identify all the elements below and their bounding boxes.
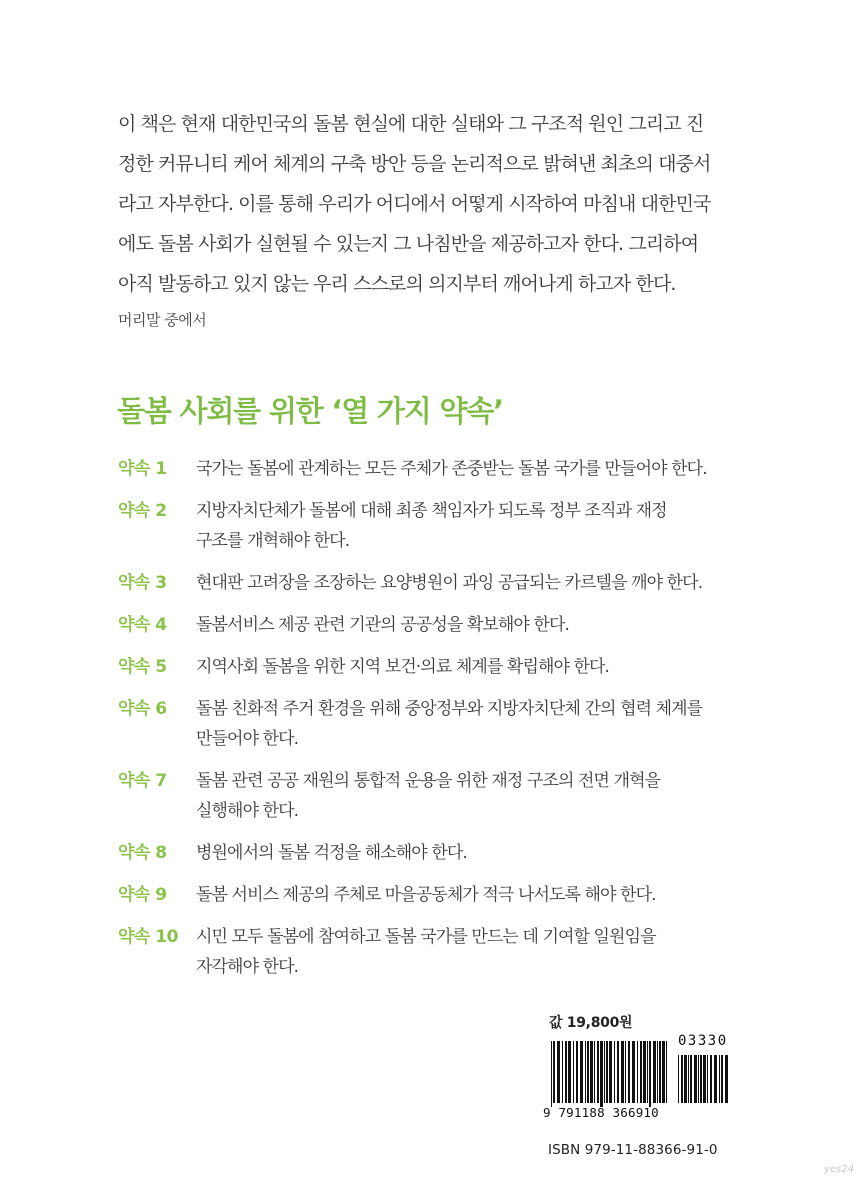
barcode-bar <box>614 1041 615 1103</box>
price-label: 값 19,800원 <box>549 1015 633 1031</box>
barcode-bar <box>568 1041 571 1103</box>
barcode-bar <box>576 1041 578 1103</box>
barcode-bar <box>681 1055 683 1103</box>
barcode-bar <box>594 1041 595 1103</box>
barcode-bar <box>587 1041 589 1103</box>
barcode-bar <box>609 1041 612 1103</box>
promise-item <box>118 496 758 556</box>
intro-line: 정한 커뮤니티 케어 체계의 구축 방안 등을 논리적으로 밝혀낸 최초의 대중서 <box>118 153 711 175</box>
barcode-addon-digits: 03330 <box>678 1033 728 1049</box>
barcode-bar <box>694 1055 697 1103</box>
barcode-bar <box>617 1041 619 1103</box>
promise-text <box>196 766 758 826</box>
barcode-bar <box>725 1055 728 1103</box>
barcode-bar <box>606 1041 608 1103</box>
promise-line: 국가는 돌봄에 관계하는 모든 주체가 존중받는 돌봄 국가를 만들어야 한다. <box>196 459 707 479</box>
barcode-bar <box>580 1041 583 1103</box>
barcode-ean-digits: 9 791188 366910 <box>543 1105 659 1120</box>
promise-item <box>118 454 758 484</box>
promise-item <box>118 694 758 754</box>
promise-line: 지방자치단체가 돌봄에 대해 최종 책임자가 되도록 정부 조직과 재정 <box>196 501 667 521</box>
barcode-bar <box>657 1041 658 1103</box>
barcode-bar <box>703 1055 706 1103</box>
promise-label: 약속 4 <box>118 615 167 635</box>
promise-line: 현대판 고려장을 조장하는 요양병원이 과잉 공급되는 카르텔을 깨야 한다. <box>196 573 703 593</box>
addon-barcode-bars <box>678 1055 730 1107</box>
promise-label: 약속 8 <box>118 843 167 863</box>
barcode-bar <box>553 1041 555 1103</box>
barcode-bar <box>600 1041 603 1107</box>
intro-quote <box>118 104 740 304</box>
barcode-bar <box>590 1041 593 1103</box>
promise-item <box>118 766 758 826</box>
promise-item <box>118 568 758 598</box>
section-title: 돌봄 사회를 위한 ‘열 가지 약속’ <box>117 394 503 428</box>
intro-line: 에도 돌봄 사회가 실현될 수 있는지 그 나침반을 제공하고자 한다. 그리하여 <box>118 233 699 255</box>
promise-line: 병원에서의 돌봄 걱정을 해소해야 한다. <box>196 843 467 863</box>
promise-label: 약속 9 <box>118 885 167 905</box>
promise-label: 약속 1 <box>118 459 167 479</box>
promise-item <box>118 922 758 982</box>
barcode-bar <box>573 1041 574 1103</box>
promise-label: 약속 2 <box>118 501 167 521</box>
barcode-bar <box>637 1041 638 1103</box>
barcode-bar <box>714 1055 717 1103</box>
barcode-bar <box>721 1055 723 1103</box>
barcode-bar <box>707 1055 708 1103</box>
promise-item <box>118 610 758 640</box>
barcode-bar <box>662 1041 665 1103</box>
barcode-bar <box>632 1041 635 1103</box>
barcode-bar <box>647 1041 648 1103</box>
promise-text <box>196 496 758 556</box>
barcode-bar <box>643 1041 646 1103</box>
promise-line: 실행해야 한다. <box>196 801 299 821</box>
barcode-bar <box>684 1055 687 1103</box>
promise-line: 돌봄 서비스 제공의 주체로 마을공동체가 적극 나서도록 해야 한다. <box>196 885 656 905</box>
promise-label: 약속 6 <box>118 699 167 719</box>
barcode-bar <box>628 1041 630 1103</box>
promise-text <box>196 652 758 682</box>
intro-line: 이 책은 현재 대한민국의 돌봄 현실에 대한 실태와 그 구조적 원인 그리고 진 <box>118 113 704 135</box>
barcode-bar <box>698 1055 699 1103</box>
barcode-bar <box>585 1041 586 1103</box>
barcode-bar <box>597 1041 599 1103</box>
ean-barcode-bars <box>551 1041 669 1107</box>
barcode <box>543 1033 733 1125</box>
promise-text <box>196 922 758 982</box>
barcode-bar <box>625 1041 626 1103</box>
promise-line: 지역사회 돌봄을 위한 지역 보건·의료 체계를 확립해야 한다. <box>196 657 610 677</box>
barcode-bar <box>604 1041 605 1103</box>
promise-line: 구조를 개혁해야 한다. <box>196 531 350 551</box>
promise-line: 자각해야 한다. <box>196 957 299 977</box>
promise-text <box>196 694 758 754</box>
promise-text <box>196 838 758 868</box>
promise-label: 약속 10 <box>118 927 178 947</box>
quote-source: 머리말 중에서 <box>118 311 207 329</box>
barcode-bar <box>640 1041 642 1103</box>
promise-text <box>196 454 758 484</box>
barcode-bar <box>666 1041 667 1103</box>
promise-item <box>118 652 758 682</box>
barcode-bar <box>621 1041 624 1103</box>
watermark-logo: yes24 <box>824 1164 854 1175</box>
promise-line: 시민 모두 돌봄에 참여하고 돌봄 국가를 만드는 데 기여할 일원임을 <box>196 927 656 947</box>
barcode-bar <box>659 1041 661 1103</box>
promise-text <box>196 880 758 910</box>
promise-label: 약속 5 <box>118 657 167 677</box>
intro-line: 아직 발동하고 있지 않는 우리 스스로의 의지부터 깨어나게 하고자 한다. <box>118 273 676 295</box>
promise-label: 약속 7 <box>118 771 167 791</box>
barcode-bar <box>688 1055 689 1103</box>
promise-list <box>118 454 758 994</box>
barcode-bar <box>710 1055 712 1103</box>
barcode-bar <box>649 1041 651 1107</box>
promise-item <box>118 880 758 910</box>
promise-text <box>196 568 758 598</box>
barcode-bar <box>719 1055 720 1103</box>
promise-label: 약속 3 <box>118 573 167 593</box>
barcode-bar <box>565 1041 567 1103</box>
barcode-bar <box>690 1055 692 1103</box>
promise-line: 돌봄서비스 제공 관련 기관의 공공성을 확보해야 한다. <box>196 615 570 635</box>
promise-line: 만들어야 한다. <box>196 729 299 749</box>
isbn-number: ISBN 979-11-88366-91-0 <box>548 1142 718 1158</box>
barcode-bar <box>562 1041 563 1103</box>
promise-line: 돌봄 친화적 주거 환경을 위해 중앙정부와 지방자치단체 간의 협력 체계를 <box>196 699 703 719</box>
barcode-bar <box>700 1055 702 1103</box>
barcode-bar <box>678 1055 679 1103</box>
promise-item <box>118 838 758 868</box>
barcode-bar <box>551 1041 552 1107</box>
promise-text <box>196 610 758 640</box>
promise-line: 돌봄 관련 공공 재원의 통합적 운용을 위한 재정 구조의 전면 개혁을 <box>196 771 661 791</box>
intro-line: 라고 자부한다. 이를 통해 우리가 어디에서 어떻게 시작하여 마침내 대한민국 <box>118 193 711 215</box>
barcode-bar <box>557 1041 560 1103</box>
barcode-bar <box>653 1041 656 1103</box>
